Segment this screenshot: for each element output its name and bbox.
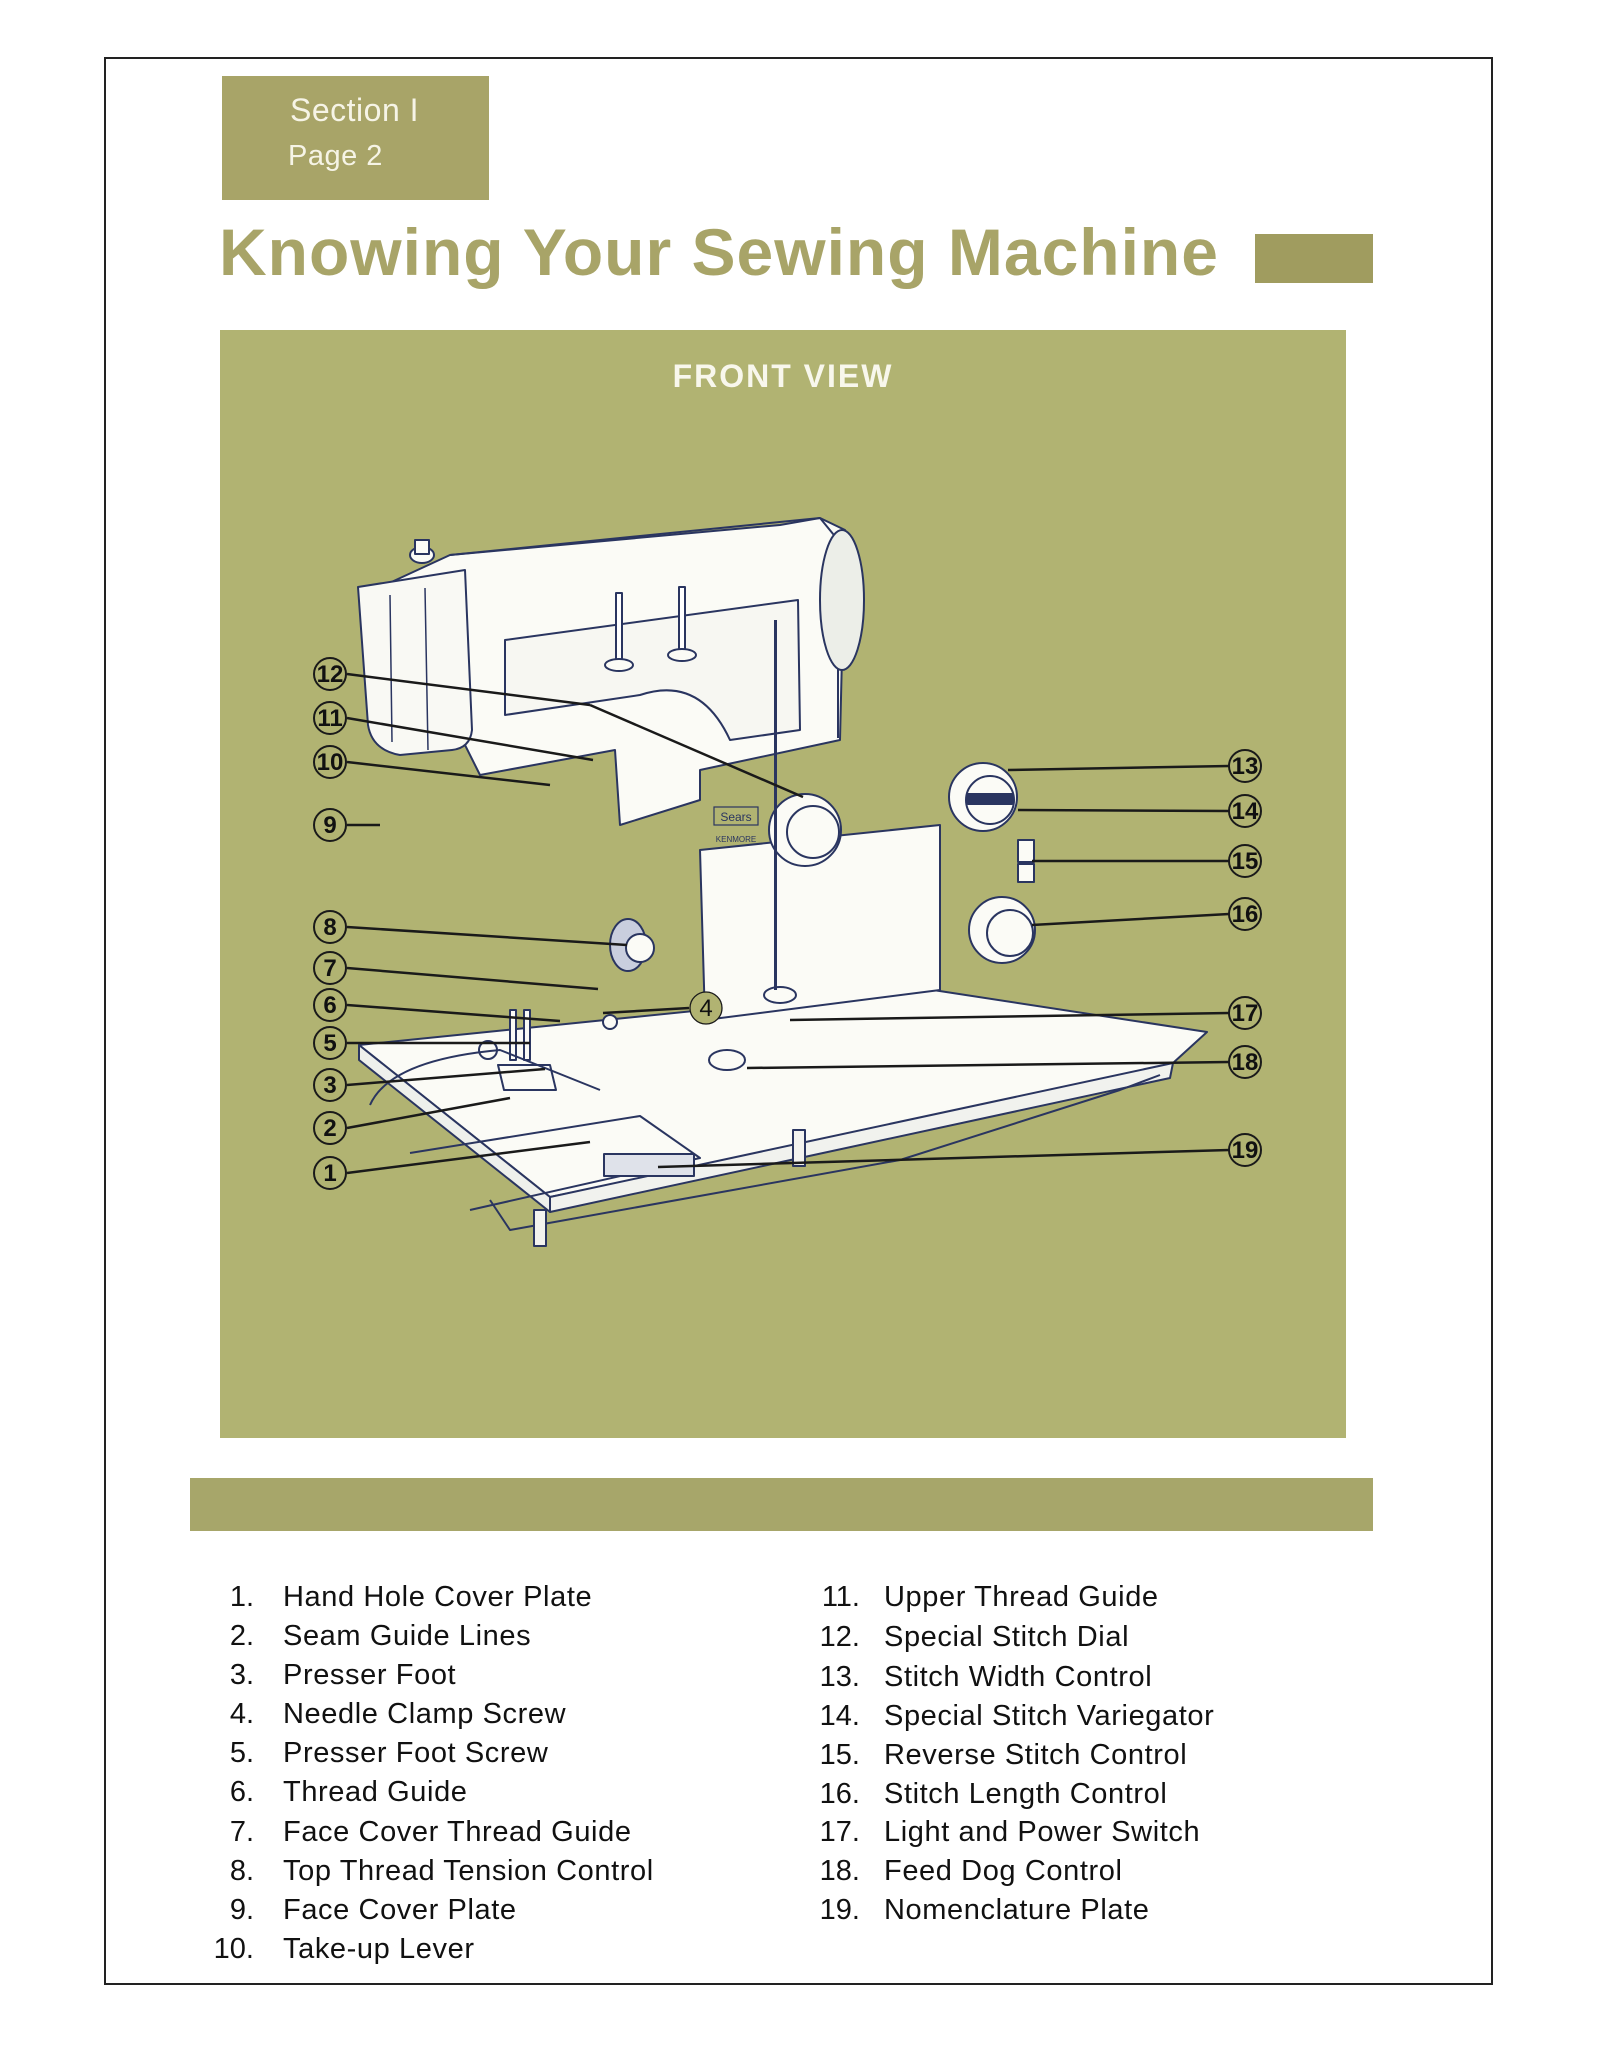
callout-5: 5 (323, 1030, 337, 1057)
callout-6: 6 (323, 992, 337, 1019)
callout-7: 7 (323, 955, 337, 982)
callout-9: 9 (323, 812, 337, 839)
callout-15: 15 (1231, 848, 1259, 875)
callout-18: 18 (1231, 1049, 1259, 1076)
title-accent-block (1255, 234, 1373, 283)
front-view-diagram (220, 330, 1346, 1438)
callout-10: 10 (316, 749, 344, 776)
callout-14: 14 (1231, 798, 1259, 825)
callout-19: 19 (1231, 1137, 1259, 1164)
callout-2: 2 (323, 1115, 337, 1142)
callout-4: 4 (699, 995, 713, 1022)
sewing-machine-illustration (220, 330, 1346, 1438)
callout-3: 3 (323, 1072, 337, 1099)
brand-sub: KENMORE (715, 835, 757, 844)
brand-badge: Sears (720, 810, 752, 824)
callout-17: 17 (1231, 1000, 1259, 1027)
section-tab (222, 76, 489, 200)
diagram-caption: FRONT VIEW (672, 358, 894, 394)
page-label: Page 2 (288, 140, 383, 172)
section-label: Section I (290, 92, 420, 128)
callout-11: 11 (317, 705, 343, 732)
page-title: Knowing Your Sewing Machine (219, 215, 1219, 289)
callout-12: 12 (316, 661, 344, 688)
divider-band (190, 1478, 1373, 1531)
callout-16: 16 (1231, 901, 1259, 928)
callout-1: 1 (323, 1160, 337, 1187)
callout-13: 13 (1231, 753, 1259, 780)
callout-8: 8 (323, 914, 337, 941)
